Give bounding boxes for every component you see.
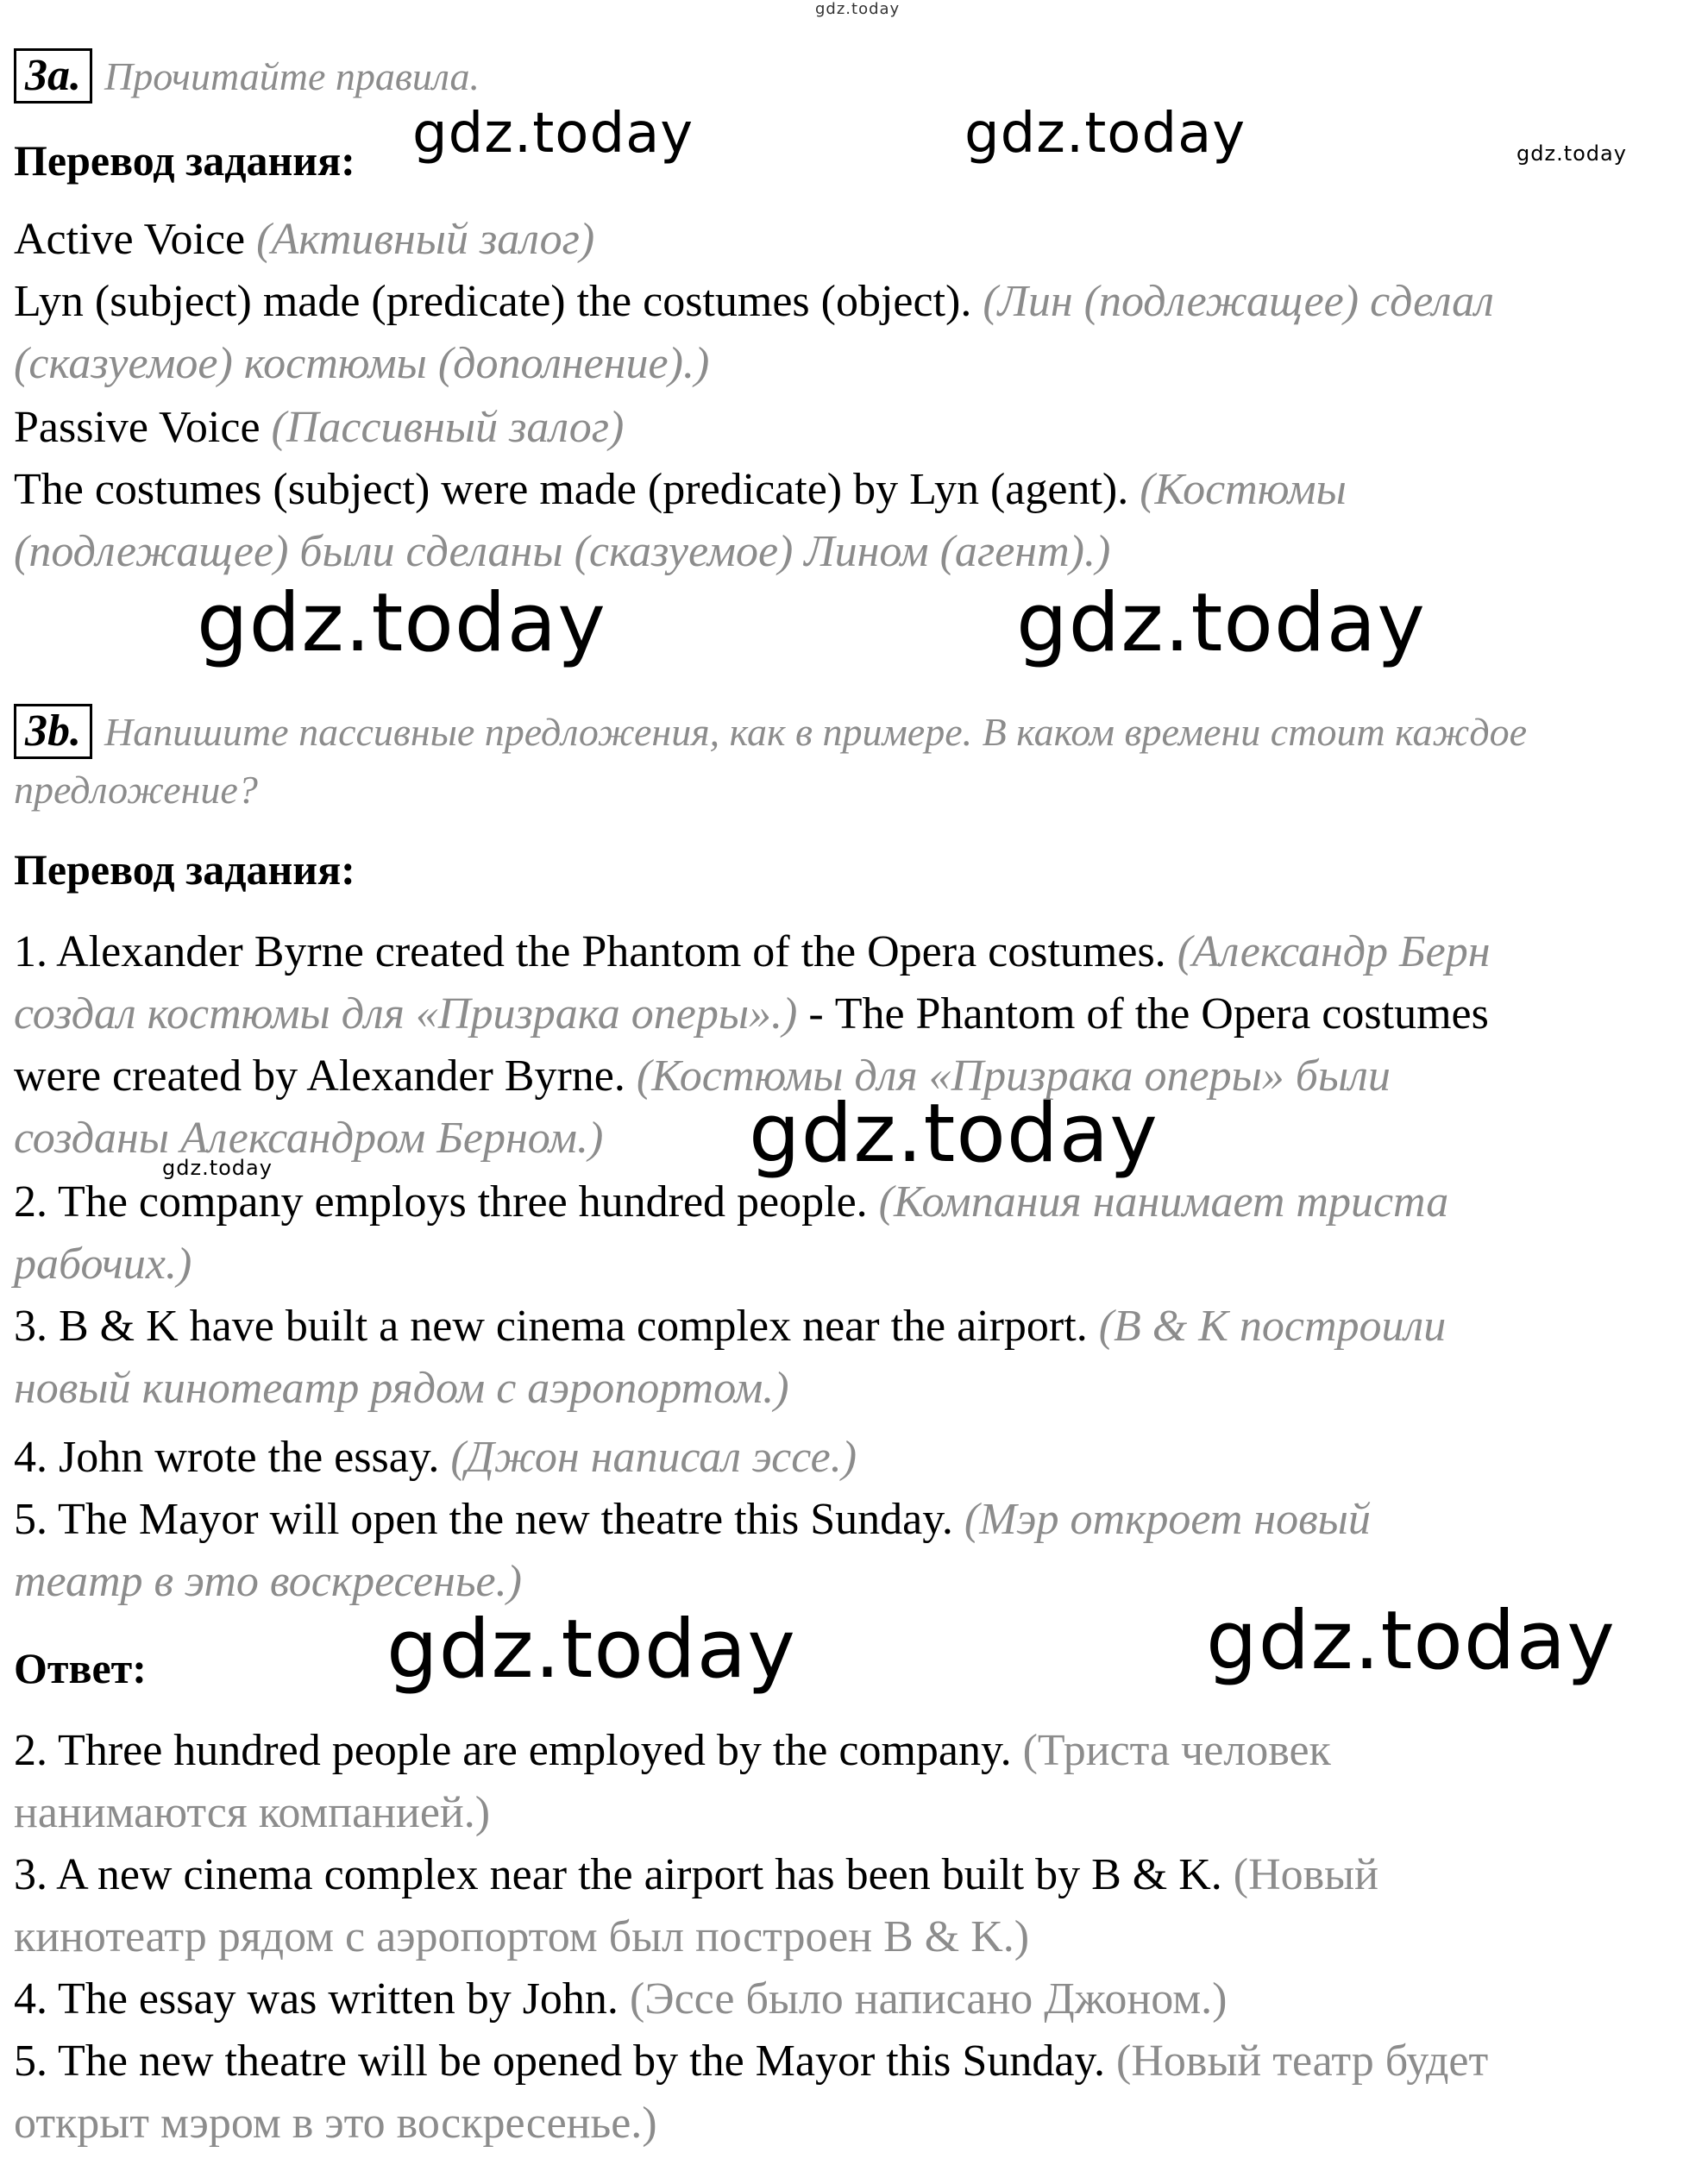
- watermark: gdz.today: [162, 1156, 273, 1180]
- watermark: gdz.today: [815, 0, 901, 18]
- text-line: Passive Voice (Пассивный залог): [14, 403, 625, 452]
- task-instruction-continued: предложение?: [14, 768, 258, 812]
- watermark: gdz.today: [197, 576, 606, 670]
- task-number-badge: 3a.: [14, 48, 92, 104]
- text-line: (подлежащее) были сделаны (сказуемое) Лином (агент).): [14, 527, 1111, 576]
- text-line: 2. The company employs three hundred people. (Компания нанимает триста: [14, 1177, 1449, 1227]
- text-line: were created by Alexander Byrne. (Костюмы для «Призрака оперы» были: [14, 1051, 1391, 1101]
- task-instruction: Прочитайте правила.: [104, 54, 480, 98]
- watermark: gdz.today: [1016, 576, 1426, 670]
- watermark: gdz.today: [412, 102, 694, 166]
- watermark: gdz.today: [1206, 1594, 1616, 1688]
- text-line: 1. Alexander Byrne created the Phantom of the Opera costumes. (Александр Берн: [14, 927, 1491, 976]
- answer-line: 4. The essay was written by John. (Эссе было написано Джоном.): [14, 1974, 1228, 2024]
- task-instruction: Напишите пассивные предложения, как в примере. В каком времени стоит каждое: [104, 710, 1528, 754]
- watermark: gdz.today: [1516, 141, 1627, 166]
- text-line: созданы Александром Берном.): [14, 1114, 604, 1163]
- translation-heading: Перевод задания:: [14, 845, 355, 894]
- watermark: gdz.today: [964, 102, 1246, 166]
- watermark: gdz.today: [749, 1087, 1159, 1181]
- text-line: 5. The Mayor will open the new theatre this Sunday. (Мэр откроет новый: [14, 1495, 1371, 1544]
- answer-line: кинотеатр рядом с аэропортом был построен B & K.): [14, 1912, 1030, 1961]
- text-line: рабочих.): [14, 1239, 192, 1289]
- text-line: (сказуемое) костюмы (дополнение).): [14, 339, 710, 388]
- text-line: 4. John wrote the essay. (Джон написал эссе.): [14, 1433, 857, 1482]
- answer-line: открыт мэром в это воскресенье.): [14, 2099, 657, 2148]
- text-line: создал костюмы для «Призрака оперы».) - The Phantom of the Opera costumes: [14, 989, 1489, 1039]
- text-line: новый кинотеатр рядом с аэропортом.): [14, 1364, 789, 1413]
- task-3a-header: [14, 45, 1696, 108]
- text-line: 3. B & K have built a new cinema complex near the airport. (B & K построили: [14, 1302, 1447, 1351]
- translation-heading: Перевод задания:: [14, 136, 355, 185]
- answer-line: 2. Three hundred people are employed by the company. (Триста человек: [14, 1726, 1331, 1775]
- watermark: gdz.today: [386, 1603, 796, 1697]
- text-line: The costumes (subject) were made (predicate) by Lyn (agent). (Костюмы: [14, 465, 1347, 514]
- answer-heading: Ответ:: [14, 1644, 147, 1692]
- answer-line: 5. The new theatre will be opened by the Mayor this Sunday. (Новый театр будет: [14, 2036, 1489, 2086]
- task-number-badge: 3b.: [14, 704, 92, 759]
- answer-line: нанимаются компанией.): [14, 1788, 491, 1837]
- text-line: Active Voice (Активный залог): [14, 215, 595, 264]
- text-line: Lyn (subject) made (predicate) the costumes (object). (Лин (подлежащее) сделал: [14, 277, 1494, 326]
- answer-line: 3. A new cinema complex near the airport has been built by B & K. (Новый: [14, 1850, 1378, 1899]
- text-line: театр в это воскресенье.): [14, 1557, 522, 1606]
- task-3b-header: [14, 700, 1696, 763]
